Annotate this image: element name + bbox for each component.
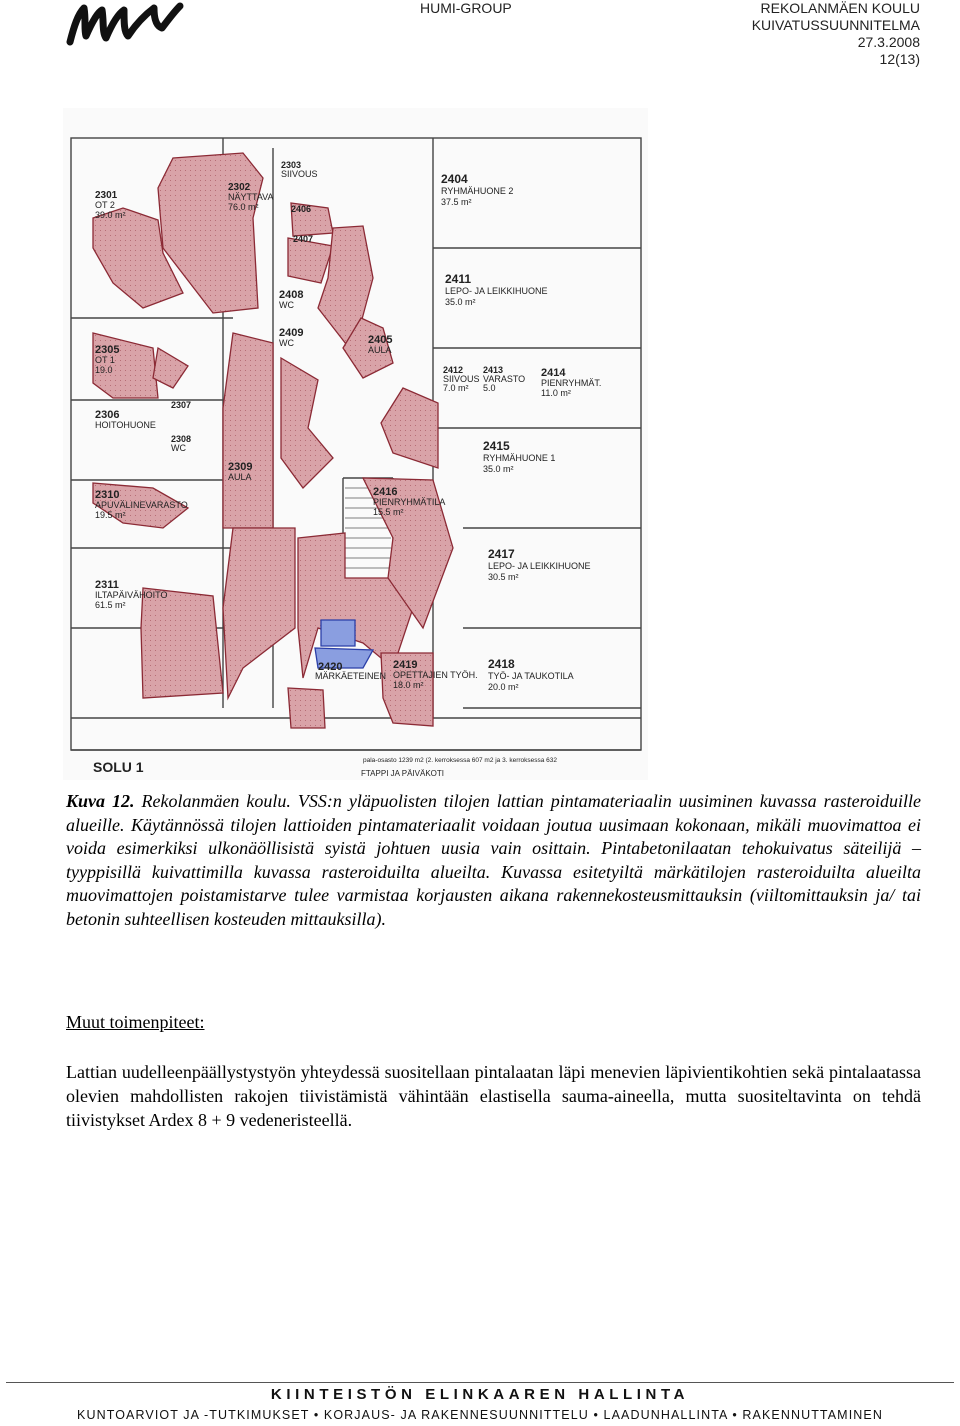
svg-text:2405: 2405: [368, 334, 393, 346]
svg-text:MÄRKÄETEINEN: MÄRKÄETEINEN: [315, 671, 387, 681]
company-logo: [66, 2, 184, 46]
svg-text:RYHMÄHUONE 2: RYHMÄHUONE 2: [441, 186, 514, 196]
svg-text:61.5 m²: 61.5 m²: [95, 600, 126, 610]
svg-text:VARASTO: VARASTO: [483, 374, 526, 384]
svg-text:TYÖ- JA TAUKOTILA: TYÖ- JA TAUKOTILA: [488, 671, 574, 681]
svg-text:2411: 2411: [445, 272, 472, 286]
page-number: 12(13): [879, 51, 920, 67]
svg-text:AULA: AULA: [368, 345, 392, 355]
svg-text:2418: 2418: [488, 657, 515, 671]
svg-text:2409: 2409: [279, 327, 304, 339]
svg-text:2413: 2413: [483, 365, 504, 375]
svg-text:19.5 m²: 19.5 m²: [95, 510, 126, 520]
svg-text:2412: 2412: [443, 365, 464, 375]
section-heading: Muut toimenpiteet:: [66, 1012, 205, 1032]
svg-text:2307: 2307: [171, 400, 192, 410]
svg-text:RYHMÄHUONE 1: RYHMÄHUONE 1: [483, 453, 556, 463]
doc-date: 27.3.2008: [857, 34, 920, 50]
section-paragraph: Lattian uudelleenpäällystystyön yhteydessä suositellaan pintalaatan läpi menevien läpivientikohtien sekä pintalaatassa olevien mahdollisten rakojen tiivistämistä vähintään elastisella sauma-aineella, mutta suositeltavinta on tehdä tiivistykset Ardex 8 + 9 vedeneristeellä.: [66, 1062, 921, 1130]
svg-text:2420: 2420: [318, 661, 343, 673]
svg-text:2308: 2308: [171, 434, 192, 444]
svg-text:2302: 2302: [228, 182, 251, 193]
svg-text:OT 1: OT 1: [95, 355, 115, 365]
svg-text:SIIVOUS: SIIVOUS: [281, 169, 318, 179]
svg-text:WC: WC: [279, 300, 294, 310]
svg-text:15.5 m²: 15.5 m²: [373, 507, 404, 517]
svg-text:SIIVOUS: SIIVOUS: [443, 374, 480, 384]
svg-text:2310: 2310: [95, 489, 120, 501]
svg-text:35.0 m²: 35.0 m²: [445, 297, 476, 307]
header-company: HUMI-GROUP: [420, 0, 512, 16]
svg-text:18.0 m²: 18.0 m²: [393, 680, 424, 690]
doc-subtitle: KUIVATUSSUUNNITELMA: [751, 17, 920, 33]
svg-text:2309: 2309: [228, 461, 253, 473]
svg-text:LEPO- JA LEIKKIHUONE: LEPO- JA LEIKKIHUONE: [488, 561, 591, 571]
svg-text:2419: 2419: [393, 659, 418, 671]
svg-text:NÄYTTAVA: NÄYTTAVA: [228, 192, 274, 202]
svg-text:37.5 m²: 37.5 m²: [441, 197, 472, 207]
svg-text:WC: WC: [171, 443, 186, 453]
svg-text:2311: 2311: [95, 579, 119, 591]
svg-text:2406: 2406: [291, 204, 312, 214]
svg-text:PIENRYHMÄTILA: PIENRYHMÄTILA: [373, 497, 446, 507]
svg-text:ILTAPÄIVÄHOITO: ILTAPÄIVÄHOITO: [95, 590, 168, 600]
svg-text:2404: 2404: [441, 172, 468, 186]
footer-slogan: KIINTEISTÖN ELINKAAREN HALLINTA: [270, 1386, 690, 1403]
svg-text:2305: 2305: [95, 344, 120, 356]
svg-text:2301: 2301: [95, 190, 118, 201]
svg-text:2417: 2417: [488, 547, 515, 561]
svg-text:2414: 2414: [541, 367, 566, 379]
svg-text:2408: 2408: [279, 289, 304, 301]
svg-text:35.0 m²: 35.0 m²: [483, 464, 514, 474]
plan-bottom-note: FTAPPI JA PÄIVÄKOTI: [361, 769, 444, 778]
footer-divider: [6, 1382, 954, 1383]
svg-text:2303: 2303: [281, 160, 302, 170]
figure-caption: [66, 790, 921, 931]
svg-text:HOITOHUONE: HOITOHUONE: [95, 420, 156, 430]
svg-text:30.5 m²: 30.5 m²: [488, 572, 519, 582]
svg-text:2415: 2415: [483, 439, 510, 453]
caption-label: Kuva 12.: [66, 791, 135, 811]
floor-plan: [63, 108, 648, 780]
plan-area-note: pala-osasto 1239 m2 (2. kerroksessa 607 m2 ja 3. kerroksessa 632: [363, 757, 558, 764]
doc-title: REKOLANMÄEN KOULU: [760, 0, 920, 16]
svg-text:LEPO- JA LEIKKIHUONE: LEPO- JA LEIKKIHUONE: [445, 286, 548, 296]
svg-text:5.0: 5.0: [483, 383, 496, 393]
svg-text:2407: 2407: [293, 234, 314, 244]
svg-text:WC: WC: [279, 338, 294, 348]
svg-text:OT 2: OT 2: [95, 200, 115, 210]
svg-text:2306: 2306: [95, 409, 120, 421]
footer-services: KUNTOARVIOT JA -TUTKIMUKSET • KORJAUS- JA RAKENNESUUNNITTELU • LAADUNHALLINTA • RAKENNUTTAMINEN: [77, 1408, 883, 1422]
svg-text:OPETTAJIEN TYÖH.: OPETTAJIEN TYÖH.: [393, 670, 478, 680]
svg-text:19.0: 19.0: [95, 365, 113, 375]
svg-text:20.0 m²: 20.0 m²: [488, 682, 519, 692]
plan-section-label: SOLU 1: [93, 759, 144, 775]
svg-text:APUVÄLINEVARASTO: APUVÄLINEVARASTO: [95, 500, 188, 510]
svg-text:11.0 m²: 11.0 m²: [541, 388, 571, 398]
svg-text:AULA: AULA: [228, 472, 252, 482]
svg-text:39.0 m²: 39.0 m²: [95, 210, 126, 220]
svg-text:7.0 m²: 7.0 m²: [443, 383, 469, 393]
svg-text:2416: 2416: [373, 486, 398, 498]
caption-text: Rekolanmäen koulu. VSS:n yläpuolisten tilojen lattian pintamateriaalin uusiminen kuvassa rasteroiduille alueille. Käytännössä tilojen lattioiden pintamateriaalit voidaan joutua uusimaan kokonaan, mikäli muovimattoa ei voida esimerkiksi ulkonäöllisistä syistä johtuen uusia vain osittain. Pintabetonilaatan tehokuivatus säteilijä –tyyppisillä kuivattimilla kuvassa rasteroiduilta alueilta. Kuvassa esitetyiltä märkätilojen rasteroiduilta alueilta muovimattojen poistamistarve tulee varmistaa korjausten aikana rakennekosteusmittauksin (viiltomittauksin ja/ tai betonin suhteellisen kosteuden mittauksilla).: [66, 791, 921, 929]
svg-text:PIENRYHMÄT.: PIENRYHMÄT.: [541, 378, 602, 388]
svg-text:76.0 m²: 76.0 m²: [228, 202, 259, 212]
header-doc-info: [752, 0, 920, 68]
